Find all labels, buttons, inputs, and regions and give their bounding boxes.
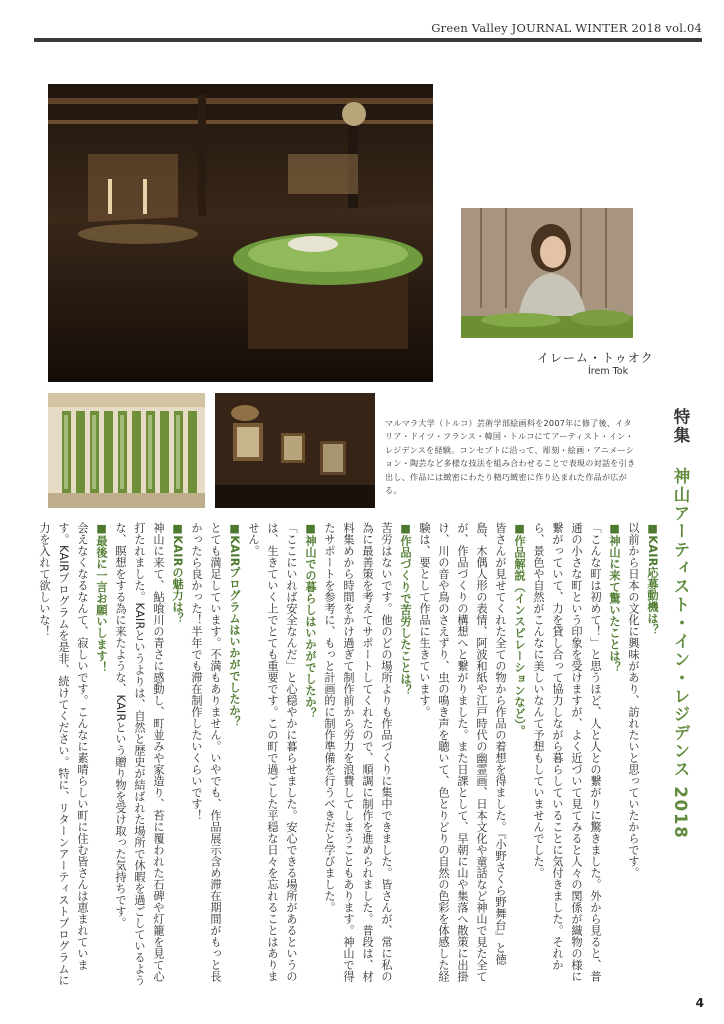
section-answer: 「こんな町は初めて！」と思うほど、人と人との繋がりに驚きました。外から見ると、普通の小さな町という印象を受けますが、よく近づいて見てみると人々の関係が織物の様に繋がっていて、力を貸し合って協力しながら暮らしていることに気付きました。それから、景色や自然がこんなに美しいなんて予想もしていませんでした。 (532, 522, 602, 982)
section-heading: ■ KAIR応募動機は？ (643, 522, 662, 987)
framed-works-image (215, 393, 375, 508)
section-answer: 会えなくなるなんて、寂しいです。こんなに素晴らしい町に住む皆さんは恵まれています。KAIRプログラムを是非、続けてください。特に、リターンアーティストプログラムに力を入れて欲しいな！ (38, 522, 89, 987)
section-answer: 皆さんが見せてくれた全ての物から作品の着想を得ました。『小野さくら野舞台』と徳島、木偶人形の表情、阿波和紙や江戸時代の幽霊画、日本文化や童話など神山で見た全てが、作品づくりの構想へと繋がりました。また日課として、早朝に山や集落へ散策に出掛け、川の音や鳥のさえずり、虫の鳴き声を聴いて、色とりどりの自然の色彩を体感した経験は、要として作品に生きています。 (418, 522, 507, 982)
section-heading: ■ 神山での暮らしはいかがでしたか？ (301, 522, 320, 987)
header-rule (34, 38, 702, 42)
section-answer: 神山に来て、鮎喰川の青さに感動し、町並みや家造り、苔に覆われた石碑や灯籠を見て心打たれました。KAIRというよりは、自然と歴史が結ばれた場所で休暇を過ごしているような、瞑想をする為に来たような、KAIRという贈り物を受け取った気持ちです。 (114, 522, 165, 987)
page-number: 4 (695, 996, 704, 1010)
artist-bio: マルマラ大学（トルコ）芸術学部絵画科を2007年に修了後、イタリア・ドイツ・フランス・韓国・トルコにてアーティスト・イン・レジデンスを経験。コンセプトに沿って、彫刻・絵画・アニメーション・陶芸など多様な技法を組み合わせることで表現の対話を引き出し、作品には緻密にわたり精巧緻密に作り込まれた作品が広がる。 (385, 418, 636, 496)
section-answer: 以前から日本の文化に興味があり、訪れたいと思っていたからです。 (627, 522, 640, 879)
vertical-moss-panels-image (48, 393, 205, 508)
feature-title (668, 408, 692, 840)
section-heading: ■ KAIRの魅力は？ (168, 522, 187, 987)
section-answer: 苦労はないです。他のどの場所よりも作品づくりに集中できました。皆さんが、常に私の為に最善策を考えてサポートしてくれたので、順調に制作を進められました。普段は、材料集めから時間をかけ過ぎて制作前から労力を浪費してしまうこともあります。神山で得たサポートを参考に、もっと計画的に制作準備を行うべきだと学びました。 (323, 522, 393, 982)
interview-article (30, 522, 662, 987)
feature-label: 特集 (671, 408, 690, 445)
artist-name-english: İrem Tok (588, 366, 629, 377)
gallery-installation-image (48, 84, 433, 382)
section-heading: ■ KAIRプログラムはいかがでしたか？ (225, 522, 244, 987)
section-heading: ■ 神山に来て驚いたことは？ (605, 522, 624, 987)
section-heading: ■ 作品解説（インスピレーションなど）。 (510, 522, 529, 987)
artist-name-japanese: イレーム・トゥオク (537, 351, 654, 365)
section-answer: とても満足しています。不満もありません。いやでも、作品展示含め滞在期間がもっと長かったら良かった！半年でも滞在制作したいくらいです！ (190, 522, 222, 982)
feature-title-text: 神山アーティスト・イン・レジデンス 2018 (671, 467, 690, 840)
artist-portrait-image (461, 208, 633, 338)
section-heading: ■ 作品づくりで苦労したことは？ (396, 522, 415, 987)
section-heading: ■ 最後に一言お願いします！ (92, 522, 111, 987)
journal-header: Green Valley JOURNAL WINTER 2018 vol.04 (431, 21, 702, 35)
section-answer: 「ここにいれば安全なんだ」と心穏やかに暮らせました。安心できる場所があるというのは、生きていく上でとても重要です。この町で過ごした平穏な日々を忘れることはありません。 (247, 522, 298, 982)
